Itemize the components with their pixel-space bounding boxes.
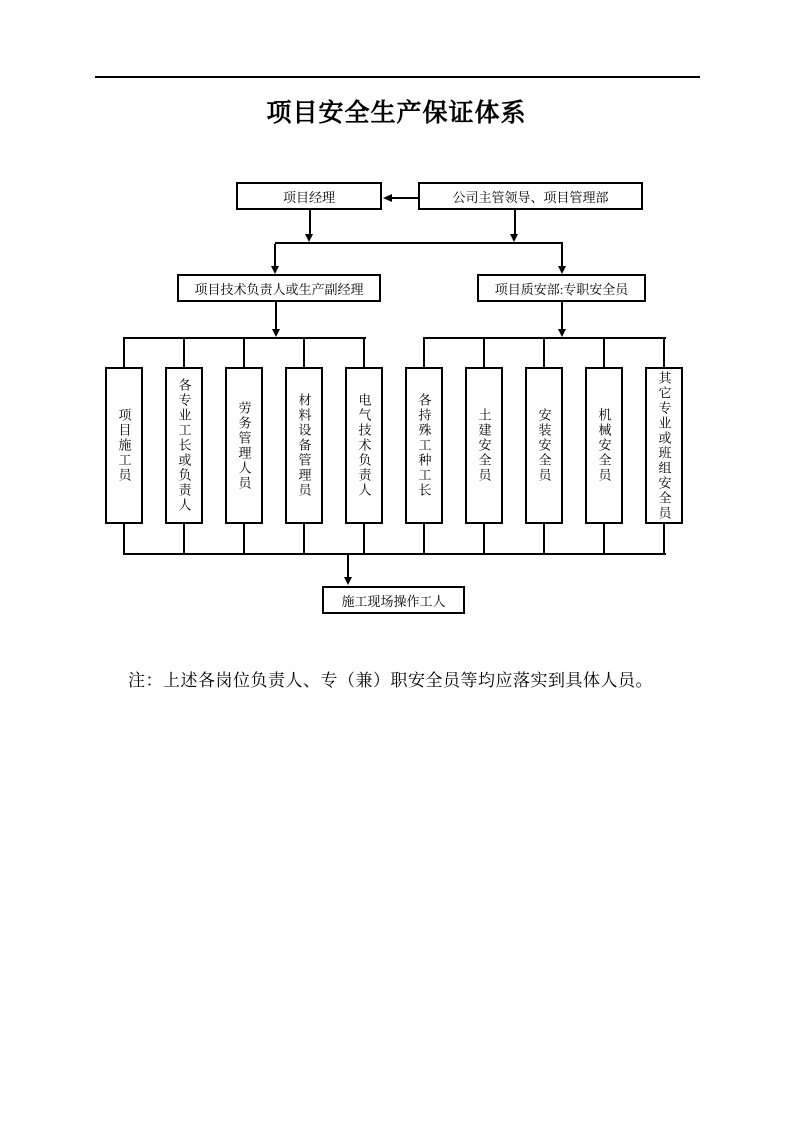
connector-stub	[123, 524, 125, 554]
box-specialty-foreman: 各专业工长或负责人	[165, 367, 203, 524]
connector-stub	[363, 524, 365, 554]
page-title: 项目安全生产保证体系	[266, 100, 527, 127]
connector-bar-level2	[275, 242, 563, 244]
connector-drop	[183, 339, 185, 367]
box-project-constructor: 项目施工员	[105, 367, 143, 524]
connector-drop	[543, 339, 545, 367]
connector-drop	[363, 339, 365, 367]
box-company-leadership: 公司主管领导、项目管理部	[418, 182, 643, 210]
arrowhead-left	[383, 194, 392, 202]
box-special-trades-foreman: 各持殊工种工长	[405, 367, 443, 524]
connector-to-safety-dept	[561, 244, 563, 266]
connector-company-to-manager	[391, 197, 418, 199]
connector-to-technical-lead	[274, 244, 276, 266]
connector-stub	[243, 524, 245, 554]
connector-drop	[123, 339, 125, 367]
connector-drop	[663, 339, 665, 367]
arrowhead-down	[271, 266, 279, 274]
connector-to-workers	[347, 555, 349, 577]
footnote: 注：上述各岗位负责人、专（兼）职安全员等均应落实到具体人员。	[128, 671, 653, 690]
connector-drop	[243, 339, 245, 367]
arrowhead-down	[558, 266, 566, 274]
box-safety-dept: 项目质安部:专职安全员	[477, 274, 646, 302]
connector-drop	[423, 339, 425, 367]
box-civil-safety-officer: 土建安全员	[465, 367, 503, 524]
connector-bar-bottom	[123, 553, 666, 555]
arrowhead-down	[510, 234, 518, 242]
connector-safety-dept-down	[561, 302, 563, 329]
connector-company-down	[514, 210, 516, 234]
box-electrical-technical-lead: 电气技术负责人	[345, 367, 383, 524]
arrowhead-down	[305, 234, 313, 242]
header-rule	[95, 76, 700, 78]
connector-stub	[543, 524, 545, 554]
connector-stub	[663, 524, 665, 554]
box-machinery-safety-officer: 机械安全员	[585, 367, 623, 524]
connector-drop	[303, 339, 305, 367]
connector-drop	[603, 339, 605, 367]
arrowhead-down	[272, 329, 280, 337]
connector-drop	[483, 339, 485, 367]
box-installation-safety-officer: 安装安全员	[525, 367, 563, 524]
arrowhead-down	[344, 577, 352, 585]
arrowhead-down	[558, 329, 566, 337]
connector-stub	[603, 524, 605, 554]
connector-stub	[483, 524, 485, 554]
box-technical-lead: 项目技术负责人或生产副经理	[177, 274, 381, 302]
box-labor-management: 劳务管理人员	[225, 367, 263, 524]
connector-manager-down	[309, 210, 311, 234]
box-project-manager: 项目经理	[236, 182, 382, 210]
box-other-safety-officer: 其它专业或班组安全员	[645, 367, 683, 524]
box-material-equipment-admin: 材料设备管理员	[285, 367, 323, 524]
connector-technical-lead-down	[275, 302, 277, 329]
box-site-workers: 施工现场操作工人	[322, 586, 465, 614]
connector-stub	[303, 524, 305, 554]
connector-stub	[183, 524, 185, 554]
connector-stub	[423, 524, 425, 554]
